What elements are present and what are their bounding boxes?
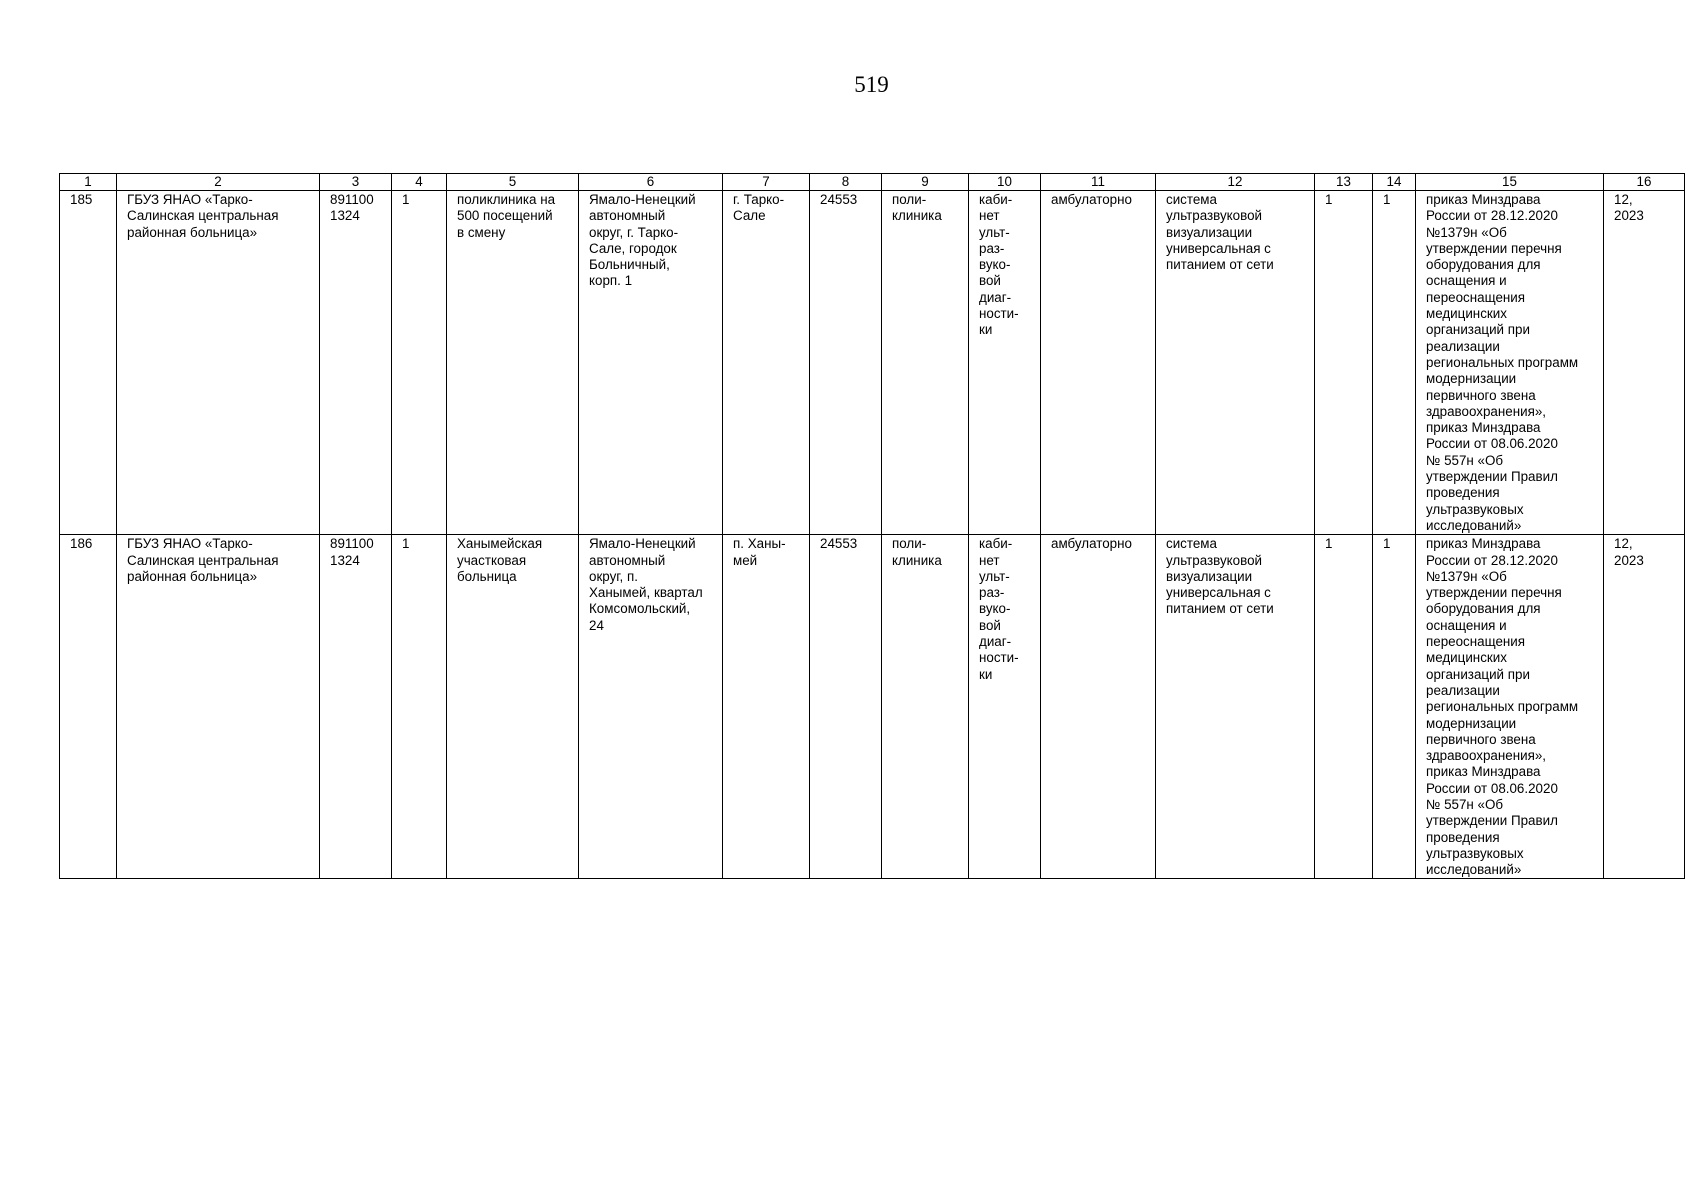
row-number-cell: 186 [60,535,117,879]
column-number: 4 [392,174,447,191]
column-number: 9 [882,174,969,191]
table-row [60,191,1685,535]
column-4-cell: 1 [392,535,447,879]
column-number: 14 [1373,174,1416,191]
column-number: 12 [1156,174,1315,191]
legal-basis-cell: приказ Минздрава России от 28.12.2020 №1379н «Об утверждении перечня оборудования для оснащения и переоснащения медицинских организаций при реализации региональных программ модернизации первичного звена здравоохранения», приказ Минздрава России от 08.06.2020 № 557н «Об утверждении Правил проведения ультразвуковых исследований» [1416,535,1604,879]
column-4-cell: 1 [392,191,447,535]
page-number: 519 [854,72,889,97]
column-14-cell: 1 [1373,191,1416,535]
row-number-cell: 185 [60,191,117,535]
column-number: 7 [723,174,810,191]
column-8-cell: 24553 [810,535,882,879]
column-number: 13 [1315,174,1373,191]
column-13-cell: 1 [1315,191,1373,535]
cabinet-cell: каби- нет ульт- раз- вуко- вой диаг- ности- ки [969,535,1041,879]
column-number-row [60,174,1685,191]
column-number: 5 [447,174,579,191]
cabinet-cell: каби- нет ульт- раз- вуко- вой диаг- ности- ки [969,191,1041,535]
column-number: 1 [60,174,117,191]
column-number: 15 [1416,174,1604,191]
code-cell: 891100 1324 [320,191,392,535]
date-cell: 12, 2023 [1604,535,1685,879]
organization-cell: ГБУЗ ЯНАО «Тарко- Салинская центральная районная больница» [117,191,320,535]
table-row [60,535,1685,879]
date-cell: 12, 2023 [1604,191,1685,535]
column-13-cell: 1 [1315,535,1373,879]
address-cell: Ямало-Ненецкий автономный округ, п. Ханымей, квартал Комсомольский, 24 [579,535,723,879]
equipment-cell: система ультразвуковой визуализации универсальная с питанием от сети [1156,535,1315,879]
column-14-cell: 1 [1373,535,1416,879]
unit-cell: Ханымейская участковая больница [447,535,579,879]
equipment-cell: система ультразвуковой визуализации универсальная с питанием от сети [1156,191,1315,535]
column-number: 10 [969,174,1041,191]
care-condition-cell: амбулаторно [1041,535,1156,879]
column-number: 11 [1041,174,1156,191]
department-type-cell: поли- клиника [882,191,969,535]
column-number: 3 [320,174,392,191]
column-number: 2 [117,174,320,191]
organization-cell: ГБУЗ ЯНАО «Тарко- Салинская центральная районная больница» [117,535,320,879]
column-8-cell: 24553 [810,191,882,535]
care-condition-cell: амбулаторно [1041,191,1156,535]
unit-cell: поликлиника на 500 посещений в смену [447,191,579,535]
locality-cell: г. Тарко- Сале [723,191,810,535]
column-number: 16 [1604,174,1685,191]
legal-basis-cell: приказ Минздрава России от 28.12.2020 №1379н «Об утверждении перечня оборудования для оснащения и переоснащения медицинских организаций при реализации региональных программ модернизации первичного звена здравоохранения», приказ Минздрава России от 08.06.2020 № 557н «Об утверждении Правил проведения ультразвуковых исследований» [1416,191,1604,535]
address-cell: Ямало-Ненецкий автономный округ, г. Тарко- Сале, городок Больничный, корп. 1 [579,191,723,535]
department-type-cell: поли- клиника [882,535,969,879]
column-number: 6 [579,174,723,191]
code-cell: 891100 1324 [320,535,392,879]
column-number: 8 [810,174,882,191]
equipment-table [59,173,1685,879]
locality-cell: п. Ханы- мей [723,535,810,879]
